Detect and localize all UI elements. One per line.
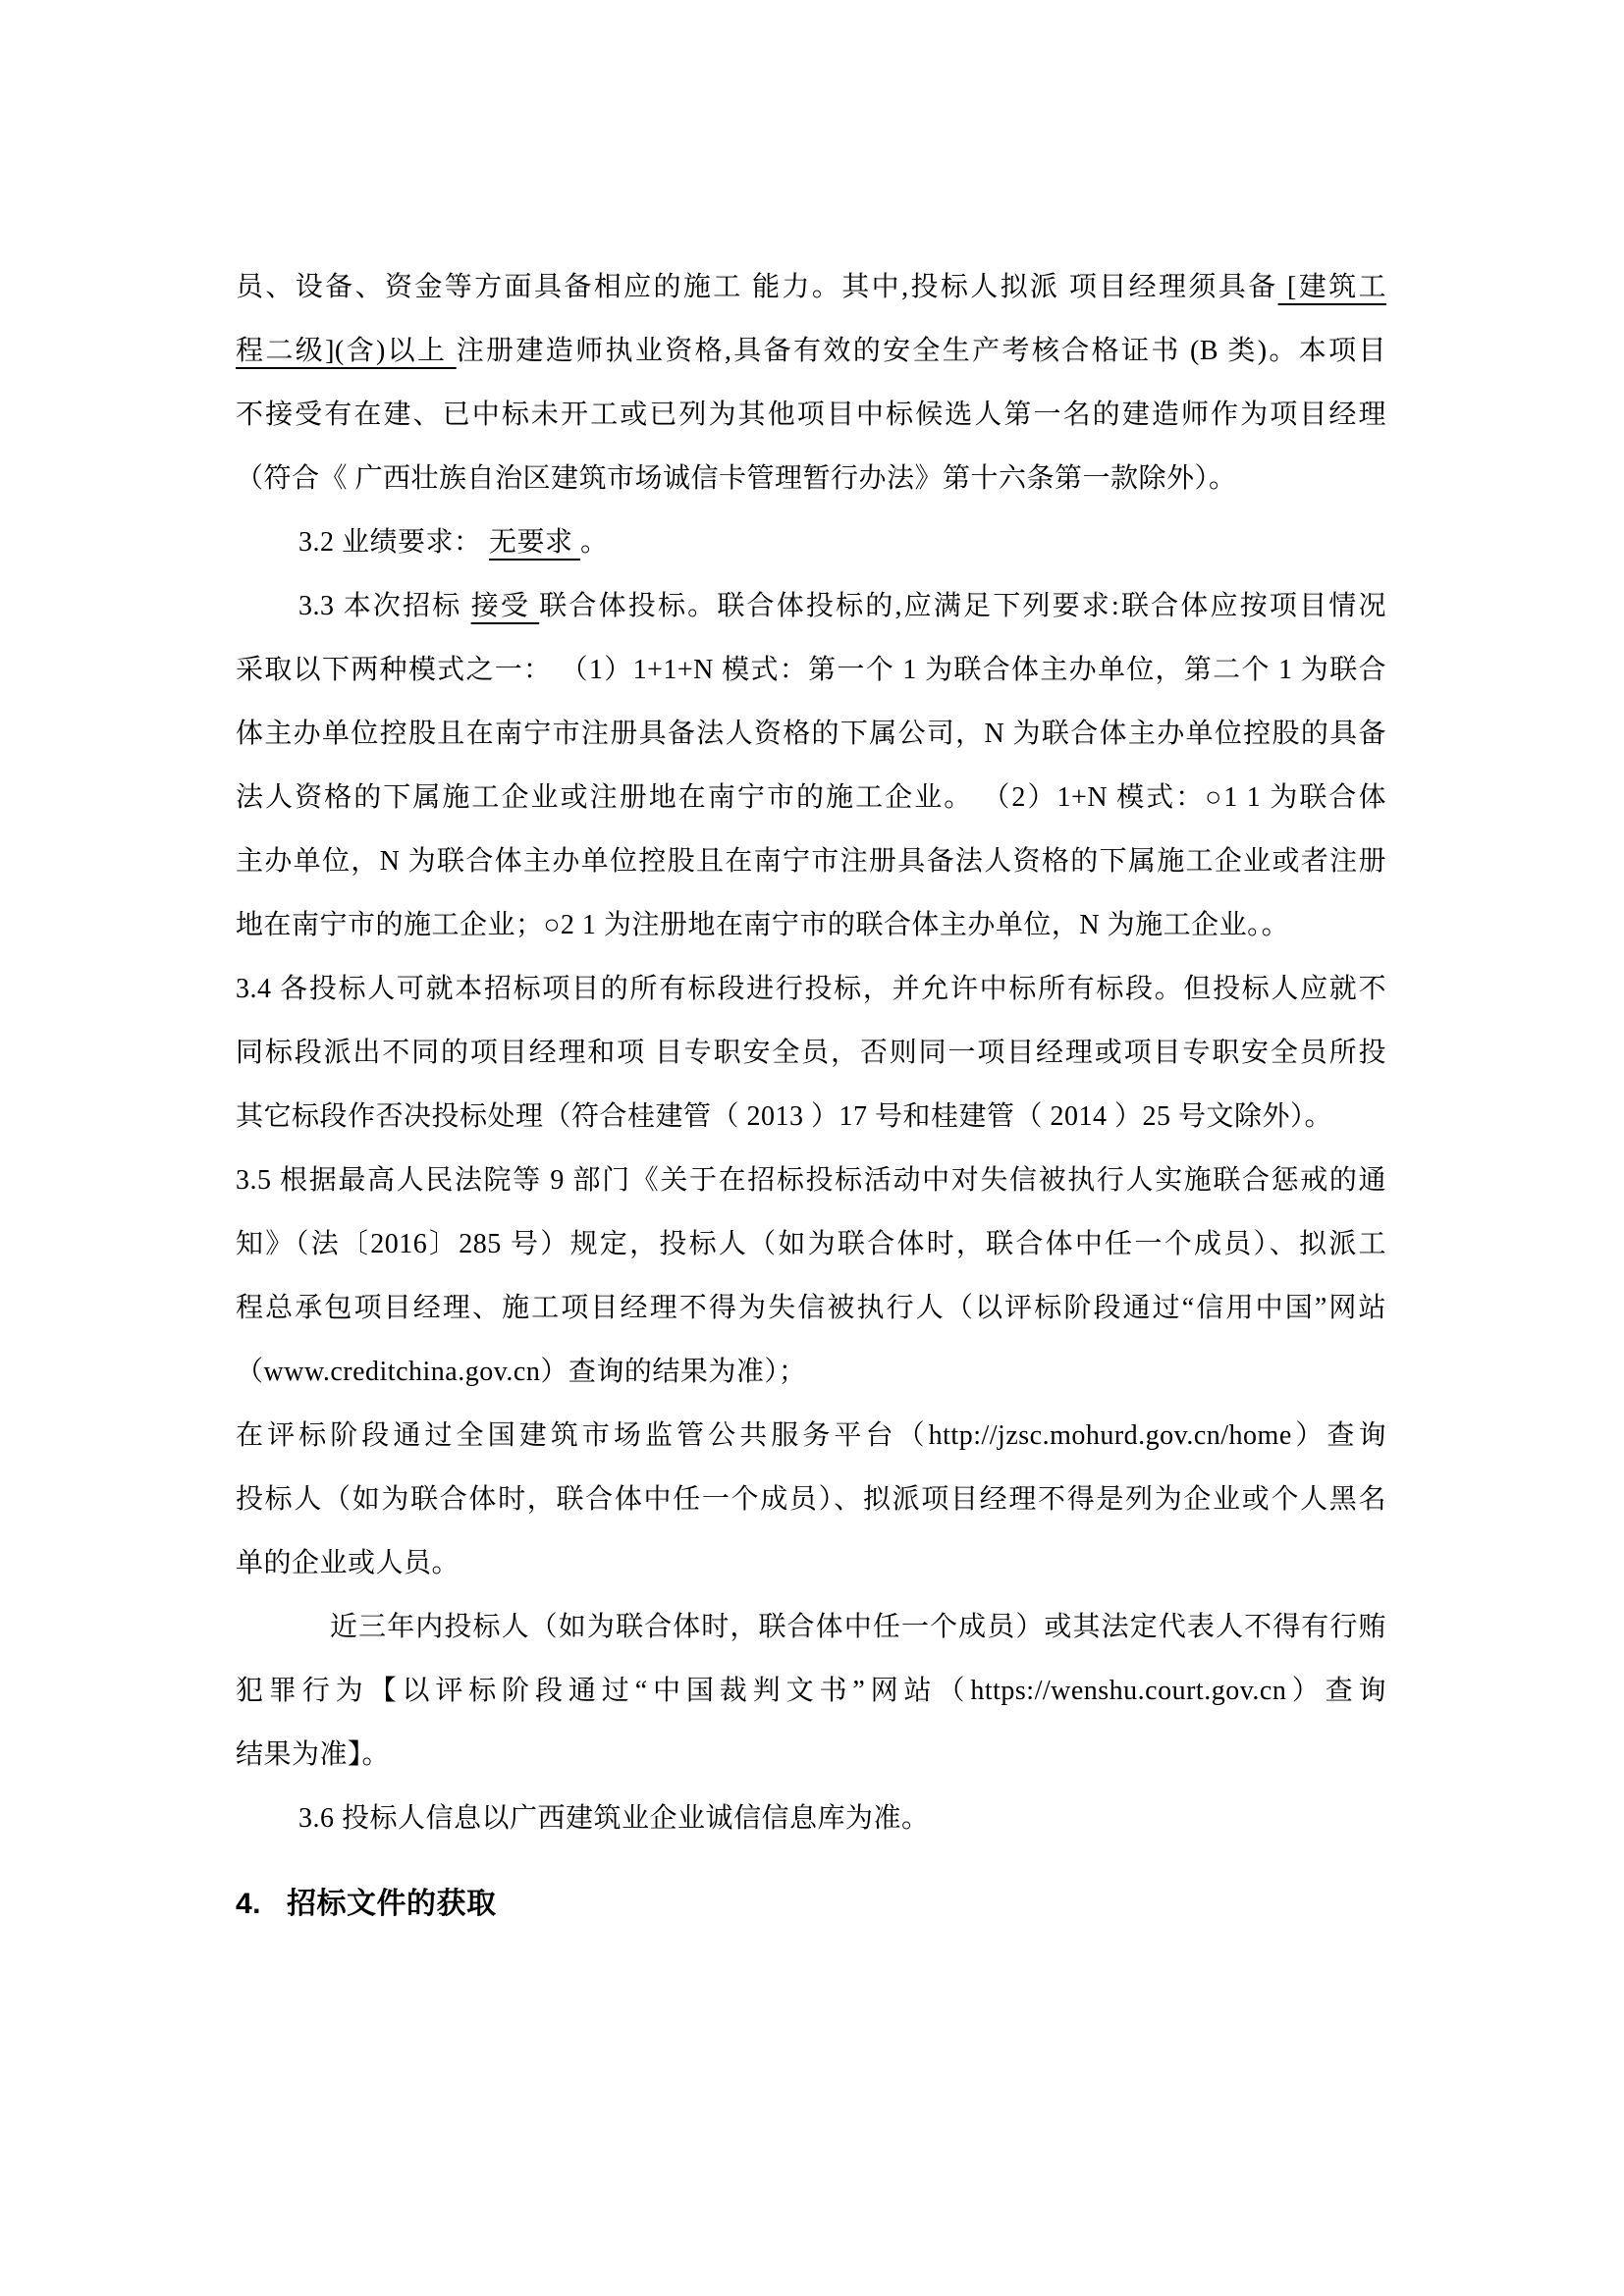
text-segment: 不接受有在建、已中标未开工或已列为其他项目中标候选人第一名的建造师作为项目经理 <box>236 400 1386 430</box>
text-segment: 联合体投标。联合体投标的,应满足下列要求:联合体应按项目情况 <box>539 591 1386 621</box>
section-heading-4 <box>236 1872 1386 1936</box>
text-segment: 3.2 业绩要求： <box>298 527 490 558</box>
clause-3-3-consortium-bidding-line <box>236 702 1386 766</box>
text-segment: 同标段派出不同的项目经理和项 目专职安全员，否则同一项目经理或项目专职安全员所投 <box>236 1038 1386 1068</box>
text-segment: 3.5 根据最高人民法院等 9 部门《关于在招标投标活动中对失信被执行人实施联合惩戒的通 <box>236 1165 1386 1196</box>
text-segment: 员、设备、资金等方面具备相应的施工 能力。其中,投标人拟派 项目经理须具备 <box>236 272 1278 302</box>
section-number: 4. <box>236 1888 262 1920</box>
text-segment: 知》（法〔2016〕285 号）规定，投标人（如为联合体时，联合体中任一个成员）、拟派工 <box>236 1229 1386 1259</box>
clause-3-1-continuation-line <box>236 383 1386 447</box>
clause-3-5-dishonest-executee-line <box>236 1276 1386 1340</box>
text-segment: 3.6 投标人信息以广西建筑业企业诚信信息库为准。 <box>298 1803 930 1834</box>
text-segment: 采取以下两种模式之一： （1）1+1+N 模式：第一个 1 为联合体主办单位，第二个 1 为联合 <box>236 655 1386 685</box>
clause-3-4-multiple-sections-line <box>236 957 1386 1021</box>
underlined-text: 无要求 <box>489 527 581 558</box>
text-lines-container <box>236 255 1386 1850</box>
underlined-text: [建筑工 <box>1277 272 1386 302</box>
clause-3-1-continuation-line <box>236 255 1386 319</box>
text-segment: 其它标段作否决投标处理（符合桂建管（ 2013 ）17 号和桂建管（ 2014 ）25 号文除外）。 <box>236 1101 1333 1132</box>
clause-3-5-dishonest-executee-line <box>236 1340 1386 1404</box>
text-segment: （符合《 广西壮族自治区建筑市场诚信卡管理暂行办法》第十六条第一款除外）。 <box>236 463 1237 494</box>
clause-3-2-performance-requirement-line <box>236 510 1386 574</box>
text-segment: 近三年内投标人（如为联合体时，联合体中任一个成员）或其法定代表人不得有行贿 <box>330 1612 1386 1642</box>
text-segment: 投标人（如为联合体时，联合体中任一个成员）、拟派项目经理不得是列为企业或个人黑名 <box>236 1484 1386 1515</box>
clause-3-5-bribery-record-line <box>236 1723 1386 1787</box>
clause-3-5-dishonest-executee-line <box>236 1212 1386 1276</box>
clause-3-5-blacklist-platform-line <box>236 1531 1386 1595</box>
clause-3-3-consortium-bidding-line <box>236 638 1386 702</box>
text-segment: 。 <box>580 527 609 558</box>
text-segment: 3.4 各投标人可就本招标项目的所有标段进行投标，并允许中标所有标段。但投标人应就不 <box>236 974 1386 1004</box>
text-segment: 单的企业或人员。 <box>236 1548 460 1578</box>
text-segment: 3.3 本次招标 <box>298 591 471 621</box>
clause-3-3-consortium-bidding-line <box>236 829 1386 893</box>
clause-3-4-multiple-sections-line <box>236 1021 1386 1085</box>
clause-3-5-blacklist-platform-line <box>236 1404 1386 1468</box>
underlined-text: 接受 <box>470 591 540 621</box>
clause-3-1-continuation-line <box>236 319 1386 383</box>
underlined-text: 程二级](含)以上 <box>236 336 457 366</box>
text-segment: 法人资格的下属施工企业或注册地在南宁市的施工企业。 （2）1+N 模式：○1 1 为联合体 <box>236 782 1386 813</box>
clause-3-6-bidder-info-line <box>236 1787 1386 1850</box>
text-segment: 主办单位，N 为联合体主办单位控股且在南宁市注册具备法人资格的下属施工企业或者注册 <box>236 846 1386 877</box>
document-body <box>236 255 1386 1936</box>
text-segment: 结果为准】。 <box>236 1739 391 1770</box>
clause-3-3-consortium-bidding-line <box>236 893 1386 957</box>
clause-3-5-blacklist-platform-line <box>236 1468 1386 1531</box>
text-segment: 注册建造师执业资格,具备有效的安全生产考核合格证书 (B 类)。本项目 <box>456 336 1386 366</box>
text-segment: 地在南宁市的施工企业；○2 1 为注册地在南宁市的联合体主办单位，N 为施工企业。。 <box>236 910 1290 940</box>
clause-3-3-consortium-bidding-line <box>236 766 1386 829</box>
text-segment: 体主办单位控股且在南宁市注册具备法人资格的下属公司，N 为联合体主办单位控股的具备 <box>236 719 1386 749</box>
clause-3-5-dishonest-executee-line <box>236 1148 1386 1212</box>
clause-3-3-consortium-bidding-line <box>236 574 1386 638</box>
text-segment: 在评标阶段通过全国建筑市场监管公共服务平台（http://jzsc.mohurd.gov.cn/home）查询 <box>236 1420 1386 1451</box>
text-segment: 程总承包项目经理、施工项目经理不得为失信被执行人（以评标阶段通过“信用中国”网站 <box>236 1293 1386 1323</box>
clause-3-5-bribery-record-line <box>236 1659 1386 1723</box>
section-title: 招标文件的获取 <box>287 1888 497 1920</box>
clause-3-4-multiple-sections-line <box>236 1085 1386 1148</box>
clause-3-1-continuation-line <box>236 447 1386 510</box>
text-segment: 犯罪行为【以评标阶段通过“中国裁判文书”网站（https://wenshu.court.gov.cn）查询 <box>236 1676 1386 1706</box>
clause-3-5-bribery-record-line <box>236 1595 1386 1659</box>
text-segment: （www.creditchina.gov.cn）查询的结果为准）； <box>236 1357 807 1387</box>
